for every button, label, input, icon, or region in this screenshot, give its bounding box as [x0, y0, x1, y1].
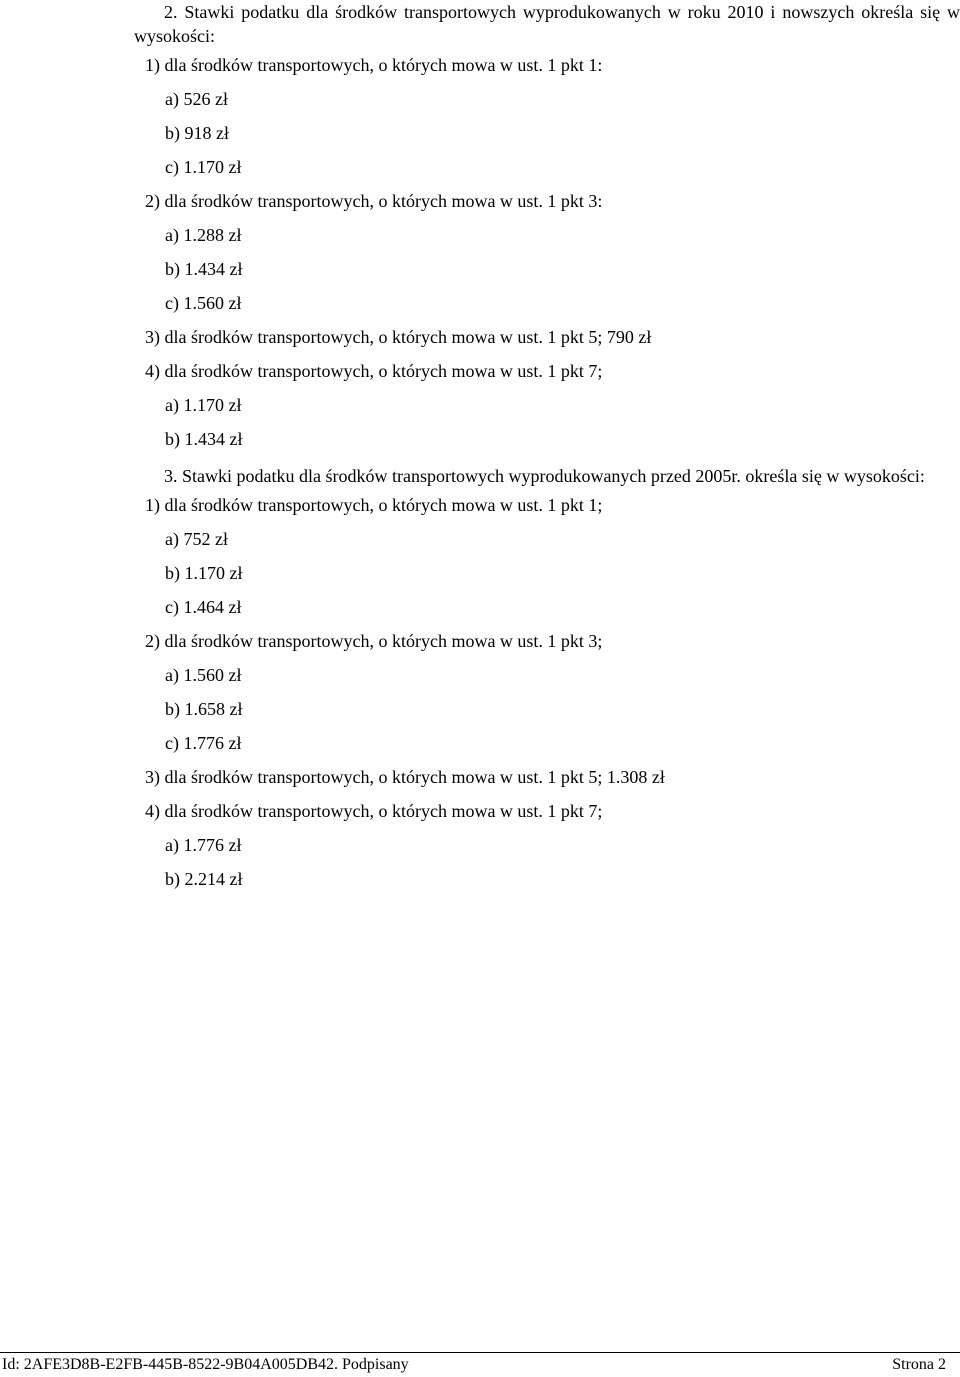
sub-list-item: a) 1.776 zł	[165, 835, 242, 855]
sub-list-item: b) 1.434 zł	[165, 259, 243, 279]
section-3-list	[134, 488, 960, 896]
document-body	[134, 0, 960, 896]
list-item: 3) dla środków transportowych, o których mowa w ust. 1 pkt 5; 1.308 zł	[145, 767, 665, 787]
page-number: Strona 2	[892, 1356, 946, 1373]
document-id: Id: 2AFE3D8B-E2FB-445B-8522-9B04A005DB42. Podpisany	[2, 1356, 409, 1373]
list-item: 3) dla środków transportowych, o których mowa w ust. 1 pkt 5; 790 zł	[145, 327, 652, 347]
sub-list-item: b) 1.434 zł	[165, 429, 243, 449]
sub-list-item: c) 1.776 zł	[165, 733, 242, 753]
sub-list-item: c) 1.464 zł	[165, 597, 242, 617]
list-item: 4) dla środków transportowych, o których mowa w ust. 1 pkt 7;	[145, 361, 603, 381]
list-item: 2) dla środków transportowych, o których mowa w ust. 1 pkt 3:	[145, 191, 603, 211]
section-3-heading: 3. Stawki podatku dla środków transportowych wyprodukowanych przed 2005r. określa się w wysokości:	[164, 466, 925, 486]
list-item: 1) dla środków transportowych, o których mowa w ust. 1 pkt 1:	[145, 55, 603, 75]
sub-list-item: c) 1.560 zł	[165, 293, 242, 313]
sub-list-item: a) 1.288 zł	[165, 225, 242, 245]
list-item: 2) dla środków transportowych, o których mowa w ust. 1 pkt 3;	[145, 631, 603, 651]
sub-list-item: b) 1.170 zł	[165, 563, 243, 583]
list-item: 1) dla środków transportowych, o których mowa w ust. 1 pkt 1;	[145, 495, 603, 515]
list-item: 4) dla środków transportowych, o których mowa w ust. 1 pkt 7;	[145, 801, 603, 821]
sub-list-item: a) 526 zł	[165, 89, 228, 109]
sub-list-item: a) 1.560 zł	[165, 665, 242, 685]
section-2-list	[134, 48, 960, 456]
sub-list-item: b) 2.214 zł	[165, 869, 243, 889]
sub-list-item: c) 1.170 zł	[165, 157, 242, 177]
sub-list-item: a) 1.170 zł	[165, 395, 242, 415]
sub-list-item: a) 752 zł	[165, 529, 228, 549]
sub-list-item: b) 918 zł	[165, 123, 229, 143]
page-footer	[0, 1352, 960, 1376]
sub-list-item: b) 1.658 zł	[165, 699, 243, 719]
section-2-heading: 2. Stawki podatku dla środków transportowych wyprodukowanych w roku 2010 i nowszych określa się w wysokości:	[134, 2, 960, 46]
